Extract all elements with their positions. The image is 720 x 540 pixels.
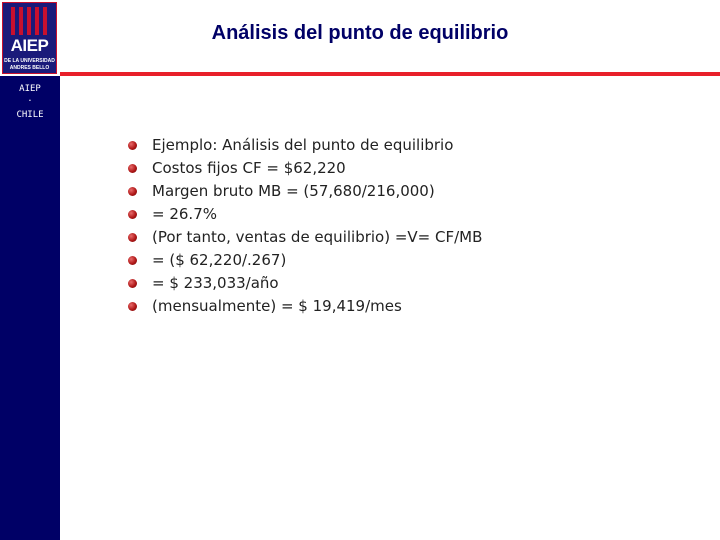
logo-stripes-icon: [9, 7, 53, 35]
bullet-icon: [128, 256, 137, 265]
logo-mark: [2, 2, 57, 74]
bullet-item: [128, 249, 482, 272]
bullet-item: [128, 180, 482, 203]
logo-subtitle-1: DE LA UNIVERSIDAD: [4, 58, 55, 64]
bullet-text: Margen bruto MB = (57,680/216,000): [152, 182, 435, 200]
bullet-icon: [128, 233, 137, 242]
bullet-text: = $ 233,033/año: [152, 274, 279, 292]
logo-name: AIEP: [10, 36, 49, 55]
aiep-logo: [0, 0, 60, 76]
bullet-icon: [128, 141, 137, 150]
bullet-item: [128, 157, 482, 180]
bullet-icon: [128, 210, 137, 219]
bullet-text: (Por tanto, ventas de equilibrio) =V= CF/MB: [152, 228, 483, 246]
bullet-text: = 26.7%: [152, 205, 217, 223]
sidebar-text-aiep: AIEP: [19, 84, 41, 94]
bullet-list: [128, 134, 482, 318]
bullet-item: [128, 226, 482, 249]
bullet-text: (mensualmente) = $ 19,419/mes: [152, 297, 402, 315]
bullet-text: Ejemplo: Análisis del punto de equilibrio: [152, 136, 454, 154]
bullet-icon: [128, 187, 137, 196]
sidebar-text-dot: .: [27, 94, 33, 104]
slide-title: Análisis del punto de equilibrio: [211, 22, 509, 44]
bullet-icon: [128, 279, 137, 288]
bullet-item: [128, 203, 482, 226]
bullet-item: [128, 295, 482, 318]
bullet-item: [128, 272, 482, 295]
bullet-item: [128, 134, 482, 157]
logo-subtitle-2: ANDRES BELLO: [9, 65, 50, 71]
bullet-icon: [128, 164, 137, 173]
bullet-text: = ($ 62,220/.267): [152, 251, 287, 269]
header-divider: [60, 72, 720, 76]
sidebar: [0, 0, 60, 540]
sidebar-text-chile: CHILE: [16, 110, 44, 120]
bullet-icon: [128, 302, 137, 311]
bullet-text: Costos fijos CF = $62,220: [152, 159, 346, 177]
